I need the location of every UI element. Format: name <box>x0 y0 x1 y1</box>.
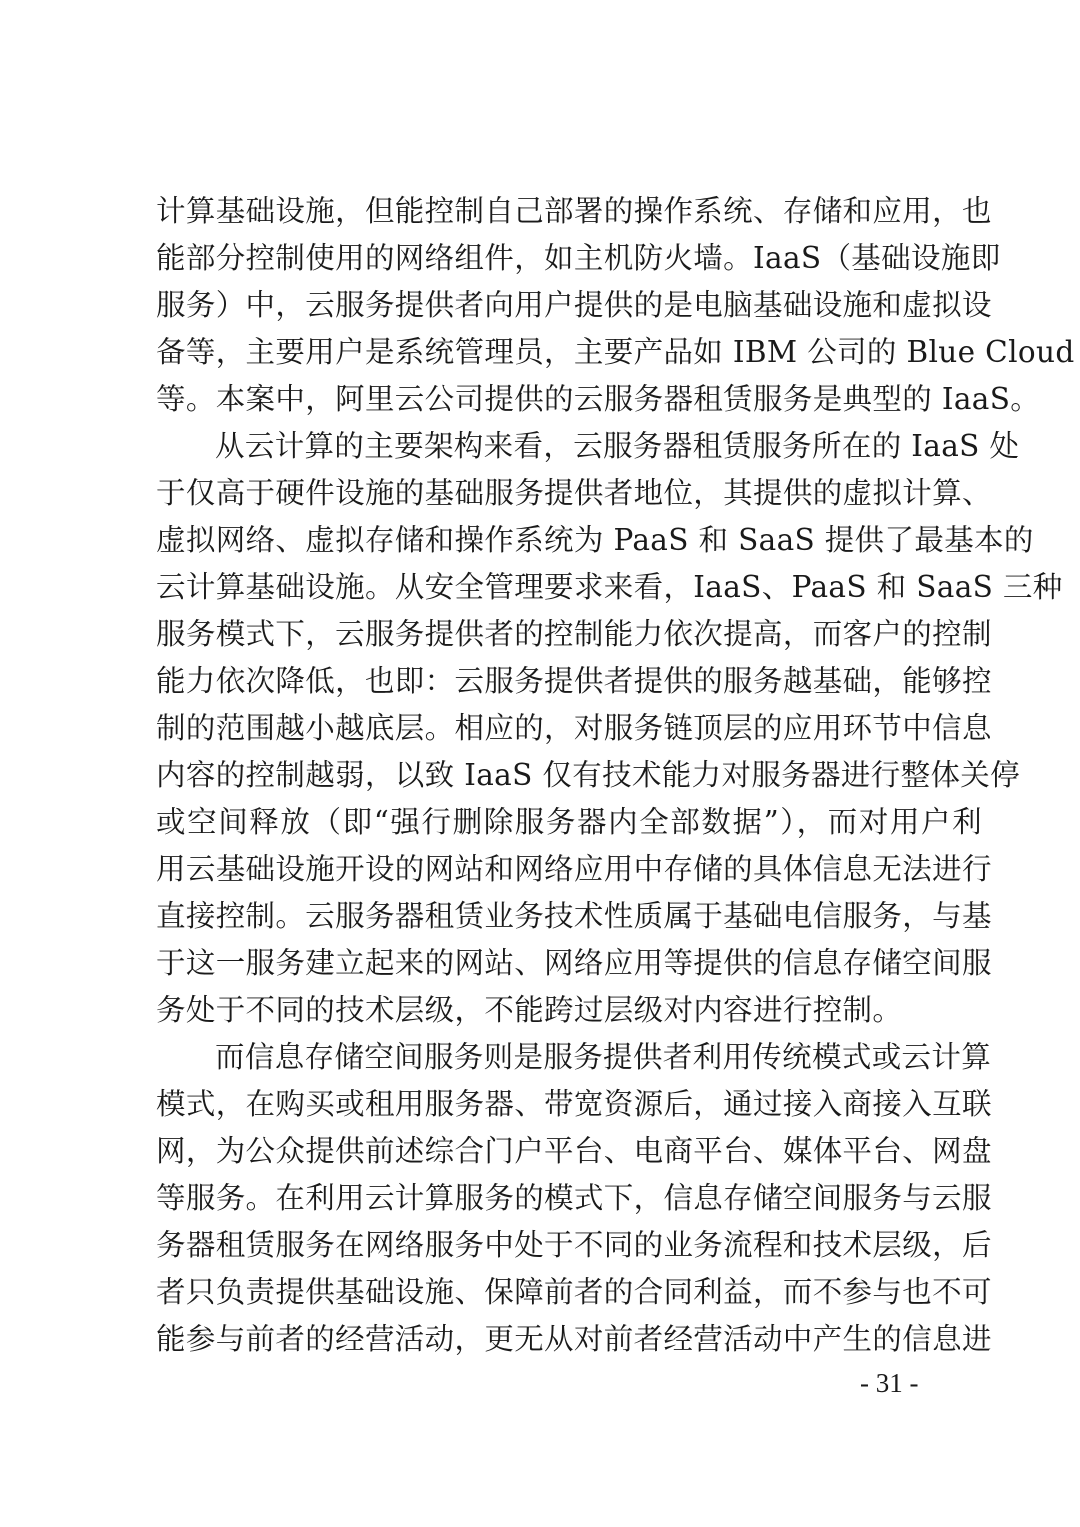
text-line: 计算基础设施，但能控制自己部署的操作系统、存储和应用，也 <box>156 194 992 228</box>
text-line: 者只负责提供基础设施、保障前者的合同利益，而不参与也不可 <box>156 1275 992 1309</box>
text-line: 于这一服务建立起来的网站、网络应用等提供的信息存储空间服 <box>156 946 992 980</box>
text-line: 服务模式下，云服务提供者的控制能力依次提高，而客户的控制 <box>156 617 992 651</box>
text-line: 虚拟网络、虚拟存储和操作系统为 PaaS 和 SaaS 提供了最基本的 <box>156 523 1034 557</box>
text-line: 模式，在购买或租用服务器、带宽资源后，通过接入商接入互联 <box>156 1087 992 1121</box>
paragraph-first-line: 而信息存储空间服务则是服务提供者利用传统模式或云计算 <box>215 1040 992 1074</box>
text-line: 能力依次降低，也即：云服务提供者提供的服务越基础，能够控 <box>156 664 992 698</box>
text-line: 等服务。在利用云计算服务的模式下，信息存储空间服务与云服 <box>156 1181 992 1215</box>
text-line: 网，为公众提供前述综合门户平台、电商平台、媒体平台、网盘 <box>156 1134 992 1168</box>
text-line: 用云基础设施开设的网站和网络应用中存储的具体信息无法进行 <box>156 852 992 886</box>
text-line: 务处于不同的技术层级，不能跨过层级对内容进行控制。 <box>156 993 903 1027</box>
text-line: 制的范围越小越底层。相应的，对服务链顶层的应用环节中信息 <box>156 711 992 745</box>
text-line: 务器租赁服务在网络服务中处于不同的业务流程和技术层级，后 <box>156 1228 992 1262</box>
text-line: 直接控制。云服务器租赁业务技术性质属于基础电信服务，与基 <box>156 899 992 933</box>
page-number: - 31 - <box>860 1368 919 1398</box>
text-line: 服务）中，云服务提供者向用户提供的是电脑基础设施和虚拟设 <box>156 288 992 322</box>
text-line: 能参与前者的经营活动，更无从对前者经营活动中产生的信息进 <box>156 1322 992 1356</box>
text-line: 内容的控制越弱，以致 IaaS 仅有技术能力对服务器进行整体关停 <box>156 758 1020 792</box>
text-line: 云计算基础设施。从安全管理要求来看，IaaS、PaaS 和 SaaS 三种 <box>156 570 1063 604</box>
text-line: 等。本案中，阿里云公司提供的云服务器租赁服务是典型的 IaaS。 <box>156 382 1041 416</box>
paragraph-first-line: 从云计算的主要架构来看，云服务器租赁服务所在的 IaaS 处 <box>215 429 1020 463</box>
text-line: 或空间释放（即“强行删除服务器内全部数据”），而对用户利 <box>156 805 982 839</box>
text-line: 备等，主要用户是系统管理员，主要产品如 IBM 公司的 Blue Cloud <box>156 335 1075 369</box>
text-line: 能部分控制使用的网络组件，如主机防火墙。IaaS（基础设施即 <box>156 241 1001 275</box>
body-text <box>156 188 1075 1363</box>
text-line: 于仅高于硬件设施的基础服务提供者地位，其提供的虚拟计算、 <box>156 476 992 510</box>
